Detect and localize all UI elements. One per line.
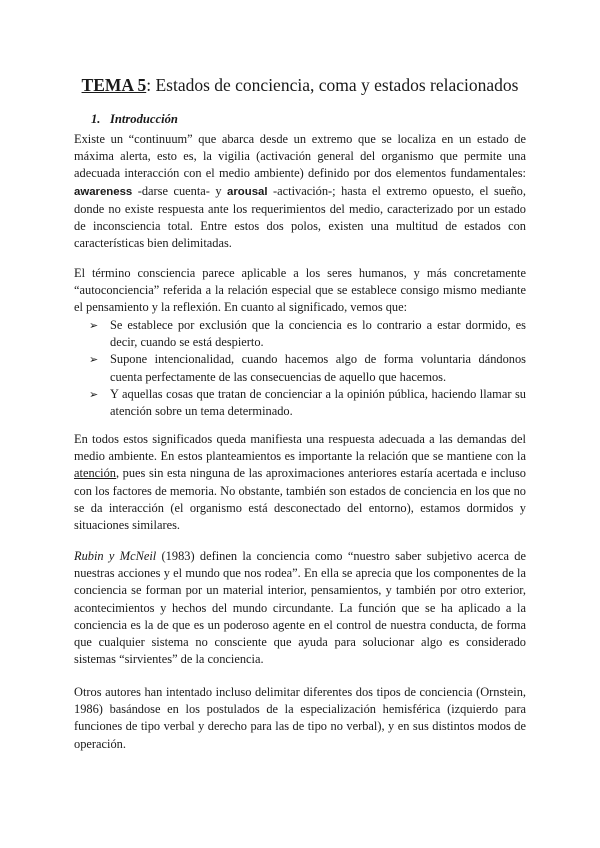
term-atencion: atención (74, 466, 116, 481)
title-text: : Estados de conciencia, coma y estados relacionados (146, 75, 519, 95)
arrow-bullet-icon: ➢ (89, 387, 99, 401)
term-arousal: arousal (227, 185, 268, 198)
p1-text-c: -darse cuenta- y (132, 183, 228, 198)
p4-text: (1983) definen la conciencia como “nuestro saber subjetivo acerca de nuestras acciones y el mundo que nos rodea”. En ella se aprecia que los componentes de la conciencia se forman por un material interior, pensamientos, y también por otro exterior, acontecimientos y hechos del mundo circundante. La función que se ha aplicado a la conciencia es la de que es un poderoso agente en el control de nuestra conducta, de forma que cualquier sistema no consciente que ayuda para solucionar algo es considerado sistemas “sirvientes” de la conciencia. (74, 549, 526, 667)
list-item-text: Supone intencionalidad, cuando hacemos algo de forma voluntaria dándonos cuenta perfectamente de las consecuencias de aquello que hacemos. (110, 352, 526, 384)
section-number: 1. (91, 112, 101, 126)
citation-authors: Rubin y McNeil (74, 549, 157, 563)
p1-text-d: -activación-; hasta el extremo opuesto, el sueño, donde no existe respuesta ante los requerimientos del medio, caracterizado por un estado de inconsciencia total. Entre estos dos polos, existen una multitud de estados con características bien delimitadas. (74, 183, 526, 251)
p3-text-a: En todos estos significados queda manifiesta una respuesta adecuada a las demandas del medio ambiente. En estos planteamientos es importante la relación que se mantiene con la (74, 432, 526, 464)
term-awareness: awareness (74, 185, 133, 198)
paragraph-consciencia: El término consciencia parece aplicable a los seres humanos, y más concretamente “autoconciencia” referida a la relación especial que se establece consigo mismo mediante el pensamiento y la reflexión. En cuanto al significado, vemos que: (74, 266, 526, 315)
page-title (0, 74, 600, 96)
list-item (74, 386, 526, 420)
paragraph-continuum (74, 131, 526, 252)
paragraph-rubin-mcneil (74, 548, 526, 668)
list-item-text: Y aquellas cosas que tratan de concienciar a la opinión pública, haciendo llamar su atención sobre un tema determinado. (110, 386, 526, 419)
title-label: TEMA 5 (81, 75, 147, 95)
section-title: Introducción (110, 112, 178, 126)
paragraph-significados (74, 431, 526, 534)
paragraph-otros-autores: Otros autores han intentado incluso delimitar diferentes dos tipos de conciencia (Ornstein, 1986) basándose en los postulados de la especialización hemisférica (izquierdo para funciones de tipo verbal y derecho para las de tipo no verbal), y en sus distintos modos de operación. (74, 685, 526, 751)
section-heading (91, 111, 178, 128)
list-item-text: Se establece por exclusión que la conciencia es lo contrario a estar dormido, es decir, cuando se está despierto. (110, 318, 526, 350)
meaning-list (74, 317, 526, 420)
p3-text-b: , pues sin esta ninguna de las aproximaciones anteriores estaría acertada e incluso con los factores de memoria. No obstante, también son estados de conciencia en los que no se da interacción (el organismo está desconectado del entorno), estamos dormidos y situaciones similares. (74, 466, 526, 533)
list-item (74, 317, 526, 351)
list-item (74, 351, 526, 385)
arrow-bullet-icon: ➢ (89, 319, 99, 332)
p1-text-a: Existe un “continuum” que abarca desde un extremo que se localiza en un estado de máxima alerta, esto es, la vigilia (activación general del organismo que permite una adecuada interacción con el medio ambiente) definido por dos elementos fundamentales: (74, 132, 526, 181)
arrow-bullet-icon: ➢ (89, 353, 99, 367)
